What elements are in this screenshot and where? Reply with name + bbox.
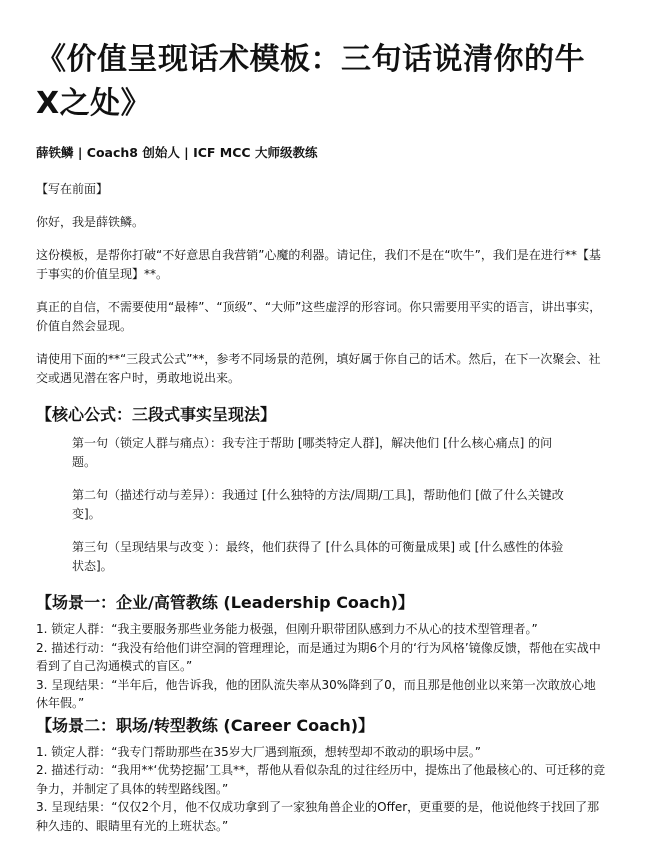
- formula-line-3: 第三句（呈现结果与改变 ）：最终，他们获得了 [什么具体的可衡量成果] 或 [什么感性的体验状态]。: [72, 540, 564, 573]
- scene1-list: [36, 620, 606, 713]
- formula-line-1: 第一句（锁定人群与痛点）：我专注于帮助 [哪类特定人群]，解决他们 [什么核心痛点] 的问题。: [72, 436, 553, 469]
- intro-paragraph-2: 这份模板，是帮你打破“不好意思自我营销”心魔的利器。请记住，我们不是在“吹牛”，我们是在进行**【基于事实的价值呈现】**。: [36, 248, 601, 281]
- scene2-item-2: 2. 描述行动：“我用**‘优势挖掘’工具**，帮他从看似杂乱的过往经历中，提炼出了他最核心的、可迁移的竞争力，并制定了具体的转型路线图。”: [36, 763, 606, 796]
- intro-heading: 【写在前面】: [36, 182, 109, 196]
- intro-paragraph-1: 你好，我是薛铁鳞。: [36, 215, 145, 229]
- document-title: 《价值呈现话术模板：三句话说清你的牛X之处》: [36, 42, 585, 121]
- author-byline: 薛铁鳞 | Coach8 创始人 | ICF MCC 大师级教练: [36, 145, 318, 160]
- scene1-heading: 【场景一：企业/高管教练 (Leadership Coach)】: [36, 593, 414, 612]
- scene2-item-3: 3. 呈现结果：“仅仅2个月，他不仅成功拿到了一家独角兽企业的Offer，更重要的是，他说他终于找回了那种久违的、眼睛里有光的上班状态。”: [36, 800, 600, 833]
- scene2-item-1: 1. 锁定人群：“我专门帮助那些在35岁大厂遇到瓶颈，想转型却不敢动的职场中层。”: [36, 744, 481, 759]
- document-page: [36, 38, 606, 835]
- scene1-item-1: 1. 锁定人群：“我主要服务那些业务能力极强，但刚升职带团队感到力不从心的技术型管理者。”: [36, 622, 538, 636]
- intro-paragraph-4: 请使用下面的**“三段式公式”**，参考不同场景的范例，填好属于你自己的话术。然后，在下一次聚会、社交或遇见潜在客户时，勇敢地说出来。: [36, 352, 601, 385]
- formula-line-2: 第二句（描述行动与差异）：我通过 [什么独特的方法/周期/工具]，帮助他们 [做了什么关键改变]。: [72, 488, 564, 521]
- formula-heading: 【核心公式：三段式事实呈现法】: [36, 405, 277, 424]
- scene1-item-3: 3. 呈现结果：“半年后，他告诉我，他的团队流失率从30%降到了0，而且那是他创业以来第一次敢放心地休年假。”: [36, 677, 596, 710]
- scene2-heading: 【场景二：职场/转型教练 (Career Coach)】: [36, 715, 375, 735]
- formula-block: [72, 434, 572, 576]
- scene2-list: [36, 743, 606, 836]
- scene1-item-2: 2. 描述行动：“我没有给他们讲空洞的管理理论，而是通过为期6个月的‘行为风格’镜像反馈，帮他在实战中看到了自己沟通模式的盲区。”: [36, 640, 601, 673]
- intro-paragraph-3: 真正的自信，不需要使用“最棒”、“顶级”、“大师”这些虚浮的形容词。你只需要用平实的语言，讲出事实，价值自然会显现。: [36, 300, 602, 333]
